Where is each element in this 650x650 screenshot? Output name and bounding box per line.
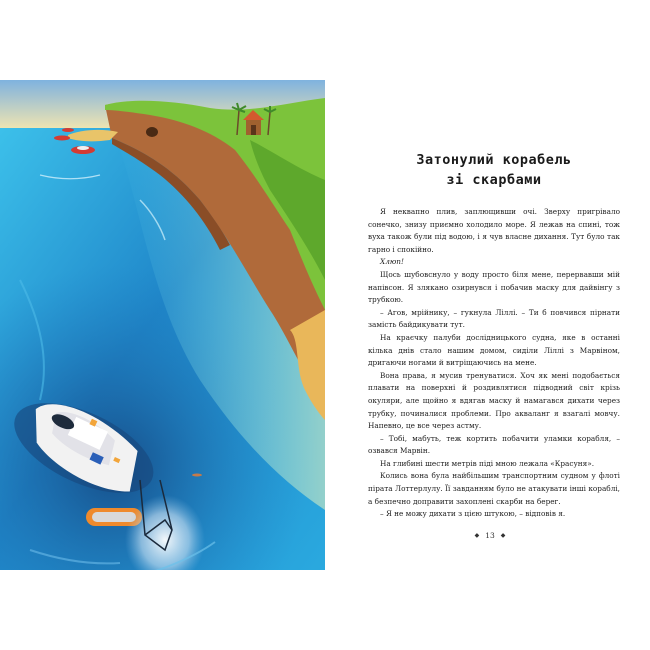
page-number-footer	[450, 531, 530, 540]
paragraph: Вона права, я мусив тренуватися. Хоч як мені подобається плавати на поверхні й роздивлятися підводний світ крізь окуляри, але щойно я вдягав маску й намагався дихати через трубку, починалися проблеми. Про акваланг я взагалі мовчу. Напевно, це все через астму.	[368, 370, 620, 431]
text-page	[368, 140, 620, 521]
paragraph-interjection: Хлюп!	[380, 257, 404, 267]
paragraph: На краєчку палуби дослідницького судна, яке в останні кілька днів стало нашим домом, сиділи Ліллі з Марвіном, дригаючи ногами й витріщаючись на мене.	[368, 332, 620, 368]
paragraph: Колись вона була найбільшим транспортним судном у флоті пірата Лоттерлулу. Її завданням було не атакувати інші кораблі, а безпечно доправити захоплені скарби на берег.	[368, 471, 620, 506]
paragraph: – Тобі, мабуть, теж кортить побачити уламки корабля, – озвався Марвін.	[368, 433, 620, 456]
paragraph: На глибині шести метрів піді мною лежала «Красуня».	[380, 458, 595, 468]
body-text	[368, 206, 620, 521]
chapter-title-line-2: зі скарбами	[446, 172, 542, 188]
paragraph: Я неквапно плив, заплющивши очі. Зверху пригрівало сонечко, знизу приємно холодило море. Я лежав на спині, тож вуха також були під водою, і я чув власне дихання. Тут було так гарно і спокійно.	[368, 207, 620, 254]
chapter-title	[368, 150, 620, 190]
paragraph: – Агов, мрійнику, – гукнула Ліллі. – Ти б повчився пірнати замість байдикувати тут.	[368, 307, 620, 330]
illustration-page	[0, 80, 325, 570]
chapter-title-line-1: Затонулий корабель	[416, 152, 572, 168]
page-number: 13	[485, 531, 495, 540]
diamond-ornament-icon: ◆	[500, 532, 506, 539]
paragraph: Щось шубовснуло у воду просто біля мене, перервавши мій напівсон. Я злякано озирнувся і побачив маску для дайвінгу з трубкою.	[368, 269, 620, 305]
diamond-ornament-icon: ◆	[474, 532, 480, 539]
paragraph: – Я не можу дихати з цією штукою, – відповів я.	[380, 509, 566, 519]
swimmer	[192, 474, 202, 477]
seascape-illustration	[0, 80, 325, 570]
